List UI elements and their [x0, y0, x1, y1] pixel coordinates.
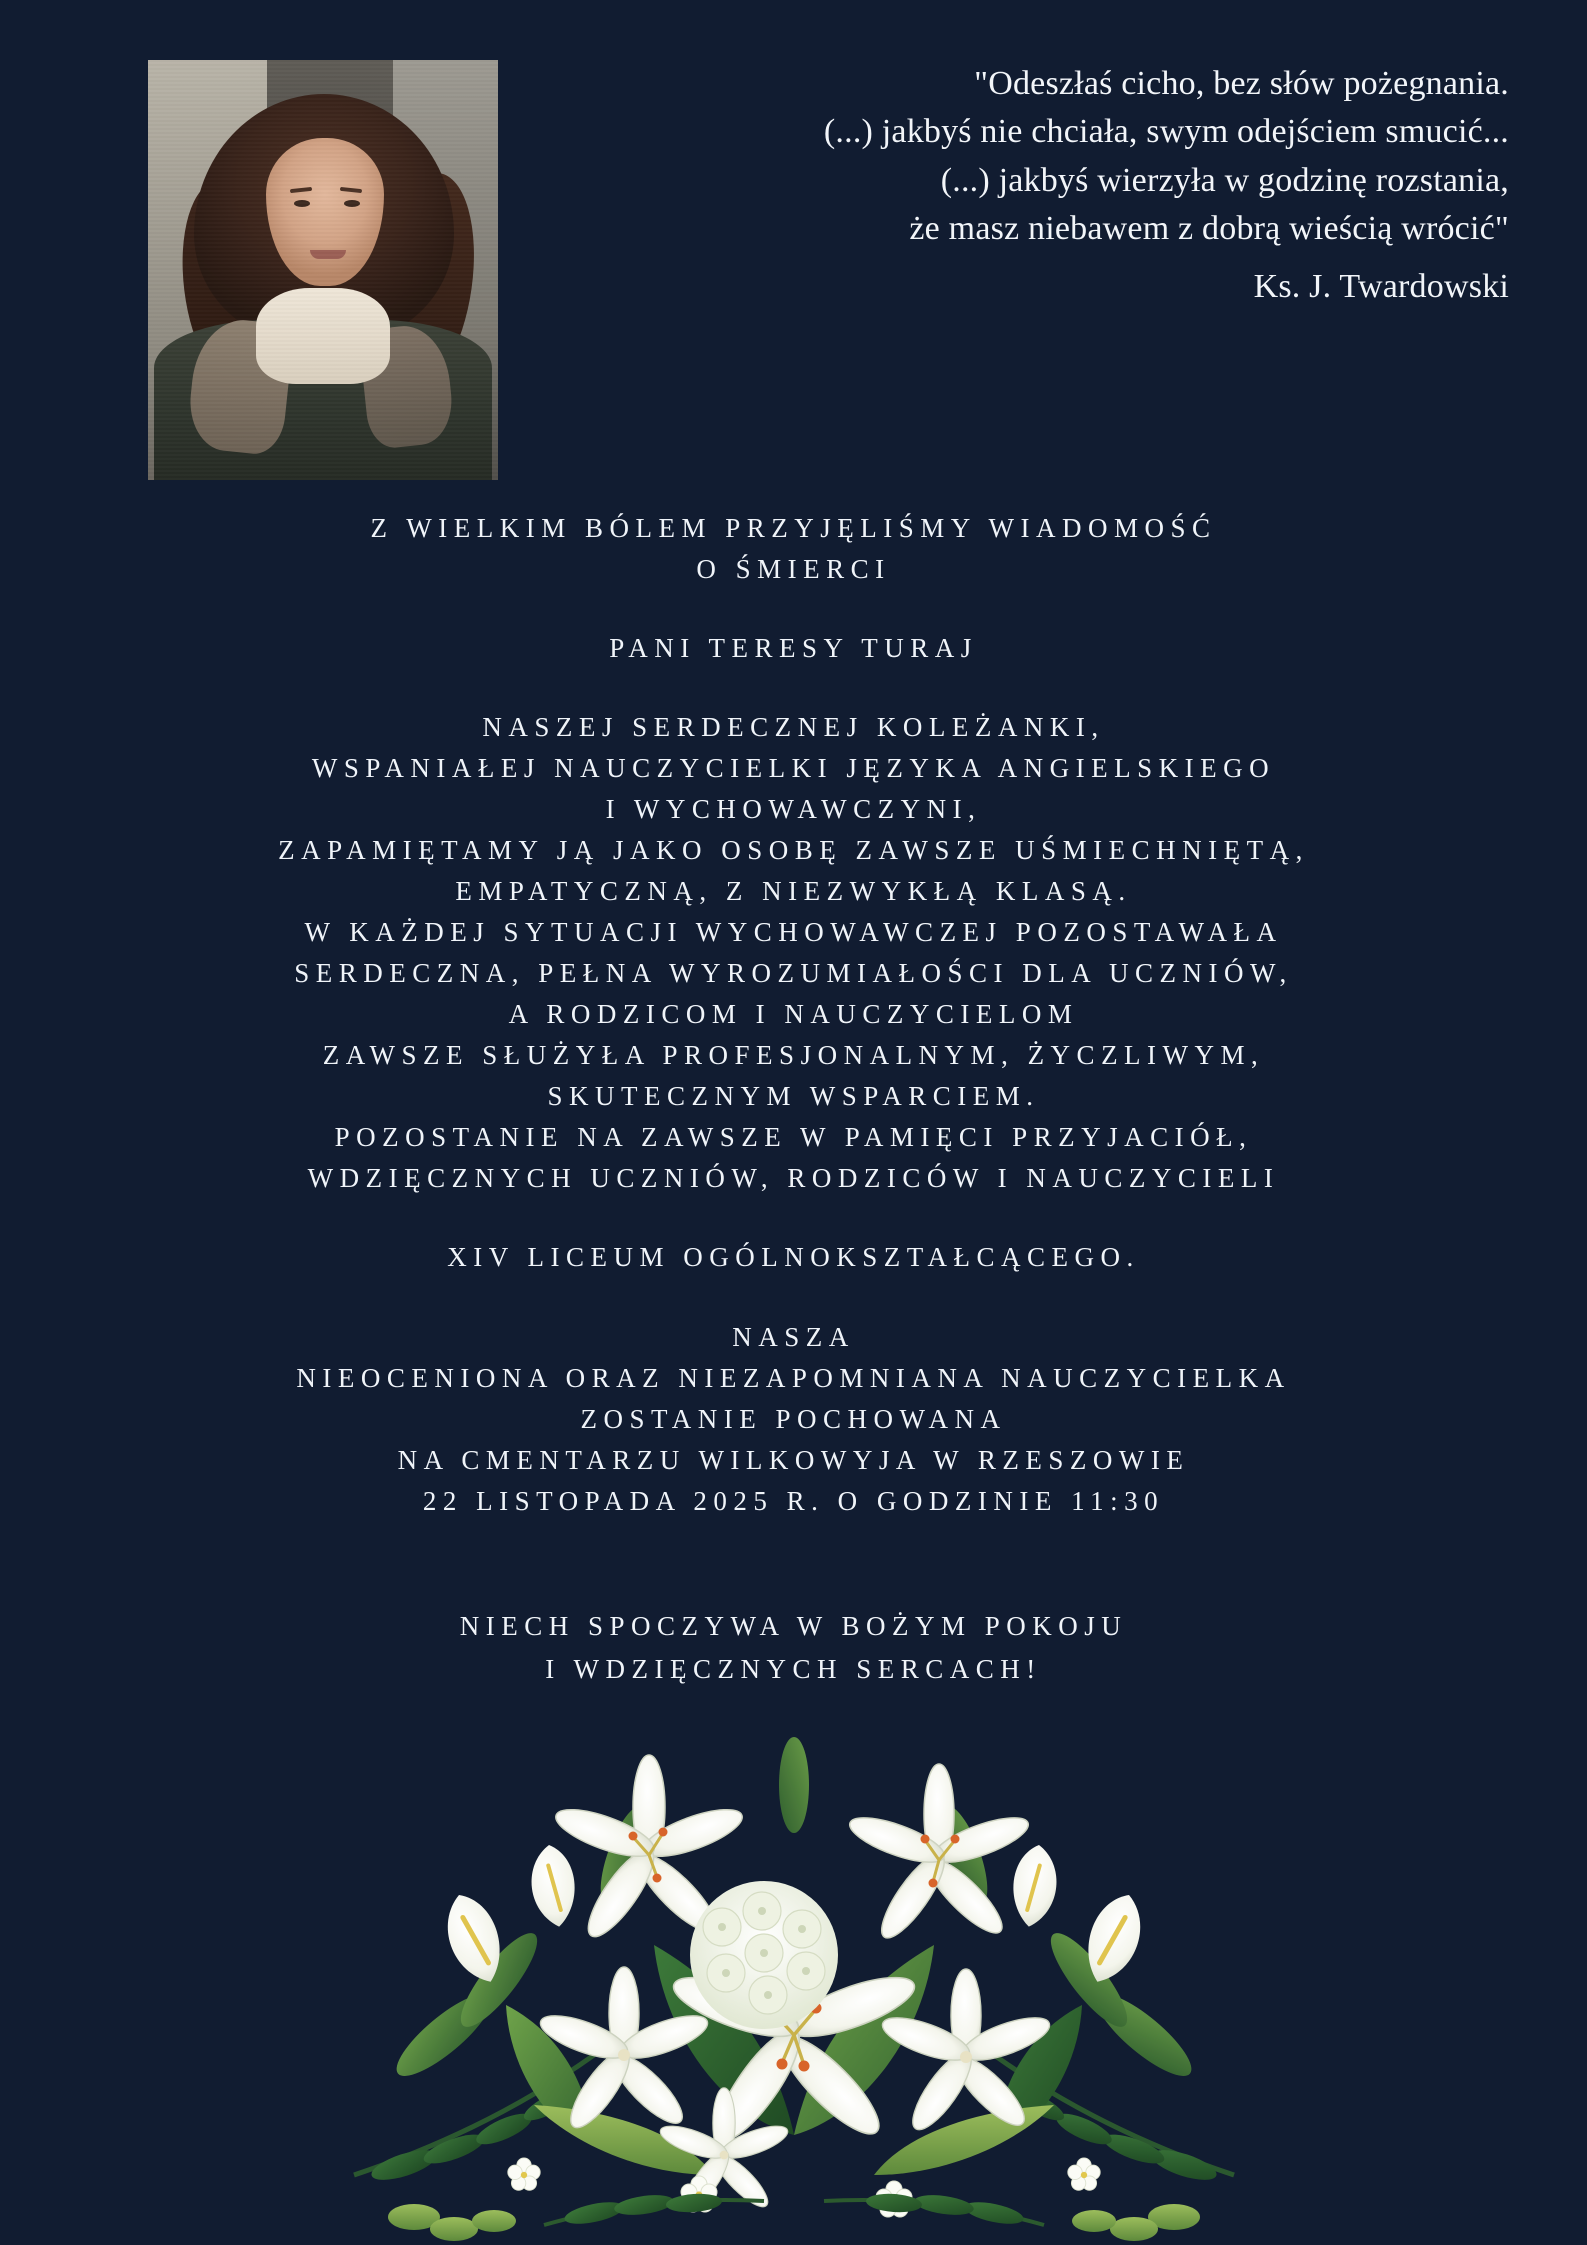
body-line: ZAPAMIĘTAMY JĄ JAKO OSOBĘ ZAWSZE UŚMIECHNIĘTĄ, — [278, 835, 1309, 866]
headline-line: Z WIELKIM BÓLEM PRZYJĘLIŚMY WIADOMOŚĆ — [370, 513, 1217, 543]
poem-quote — [534, 60, 1509, 311]
body-line: ZAWSZE SŁUŻYŁA PROFESJONALNYM, ŻYCZLIWYM, — [322, 1040, 1265, 1071]
portrait-photo-image — [148, 60, 498, 480]
flower-bouquet-illustration — [294, 1705, 1294, 2245]
closing-blessing — [0, 1605, 1587, 1690]
funeral-line: 22 LISTOPADA 2025 R. O GODZINIE 11:30 — [422, 1485, 1165, 1516]
hydrangea-cluster — [690, 1881, 838, 2029]
announcement-body — [0, 508, 1587, 1522]
announcement-headline — [0, 508, 1587, 590]
funeral-line: NIEOCENIONA ORAZ NIEZAPOMNIANA NAUCZYCIELKA — [296, 1362, 1291, 1393]
spacer — [0, 1279, 1587, 1317]
quote-line: (...) jakbyś wierzyła w godzinę rozstania, — [940, 161, 1509, 199]
portrait-photo — [148, 60, 498, 480]
body-line: SKUTECZNYM WSPARCIEM. — [547, 1081, 1040, 1112]
body-line: EMPATYCZNĄ, Z NIEZWYKŁĄ KLASĄ. — [455, 876, 1132, 907]
funeral-line: NA CMENTARZU WILKOWYJA W RZESZOWIE — [397, 1444, 1190, 1475]
body-line: WSPANIAŁEJ NAUCZYCIELKI JĘZYKA ANGIELSKIEGO — [311, 753, 1276, 784]
deceased-name — [0, 628, 1587, 669]
quote-line: że masz niebawem z dobrą wieścią wrócić" — [909, 209, 1509, 247]
blessing-line: I WDZIĘCZNYCH SERCACH! — [545, 1653, 1042, 1684]
body-line: W KAŻDEJ SYTUACJI WYCHOWAWCZEJ POZOSTAWAŁA — [304, 917, 1283, 948]
announcement-text — [0, 707, 1587, 1199]
quote-line: "Odeszłaś cicho, bez słów pożegnania. — [974, 65, 1509, 102]
school-name-line: XIV LICEUM OGÓLNOKSZTAŁCĄCEGO. — [447, 1242, 1140, 1273]
quote-author: Ks. J. Twardowski — [1253, 268, 1509, 306]
fern-leaves-front — [388, 2192, 1200, 2241]
quote-line: (...) jakbyś nie chciała, swym odejściem smucić... — [823, 113, 1509, 151]
funeral-line: NASZA — [732, 1321, 855, 1352]
body-line: SERDECZNA, PEŁNA WYROZUMIAŁOŚCI DLA UCZNIÓW, — [294, 958, 1293, 989]
headline-line: O ŚMIERCI — [696, 554, 891, 585]
body-line: POZOSTANIE NA ZAWSZE W PAMIĘCI PRZYJACIÓŁ, — [334, 1122, 1253, 1153]
funeral-details — [0, 1317, 1587, 1522]
school-name — [0, 1237, 1587, 1278]
funeral-line: ZOSTANIE POCHOWANA — [580, 1403, 1007, 1434]
body-line: A RODZICOM I NAUCZYCIELOM — [508, 999, 1079, 1030]
photo-grain-overlay — [148, 60, 498, 480]
spacer — [0, 669, 1587, 707]
header-block — [0, 60, 1587, 480]
deceased-name-line: PANI TERESY TURAJ — [609, 633, 978, 664]
body-line: WDZIĘCZNYCH UCZNIÓW, RODZICÓW I NAUCZYCIELI — [307, 1163, 1280, 1194]
body-line: NASZEJ SERDECZNEJ KOLEŻANKI, — [482, 712, 1105, 743]
blessing-line: NIECH SPOCZYWA W BOŻYM POKOJU — [459, 1611, 1128, 1641]
spacer — [0, 590, 1587, 628]
body-line: I WYCHOWAWCZYNI, — [605, 794, 982, 825]
spacer — [0, 1199, 1587, 1237]
